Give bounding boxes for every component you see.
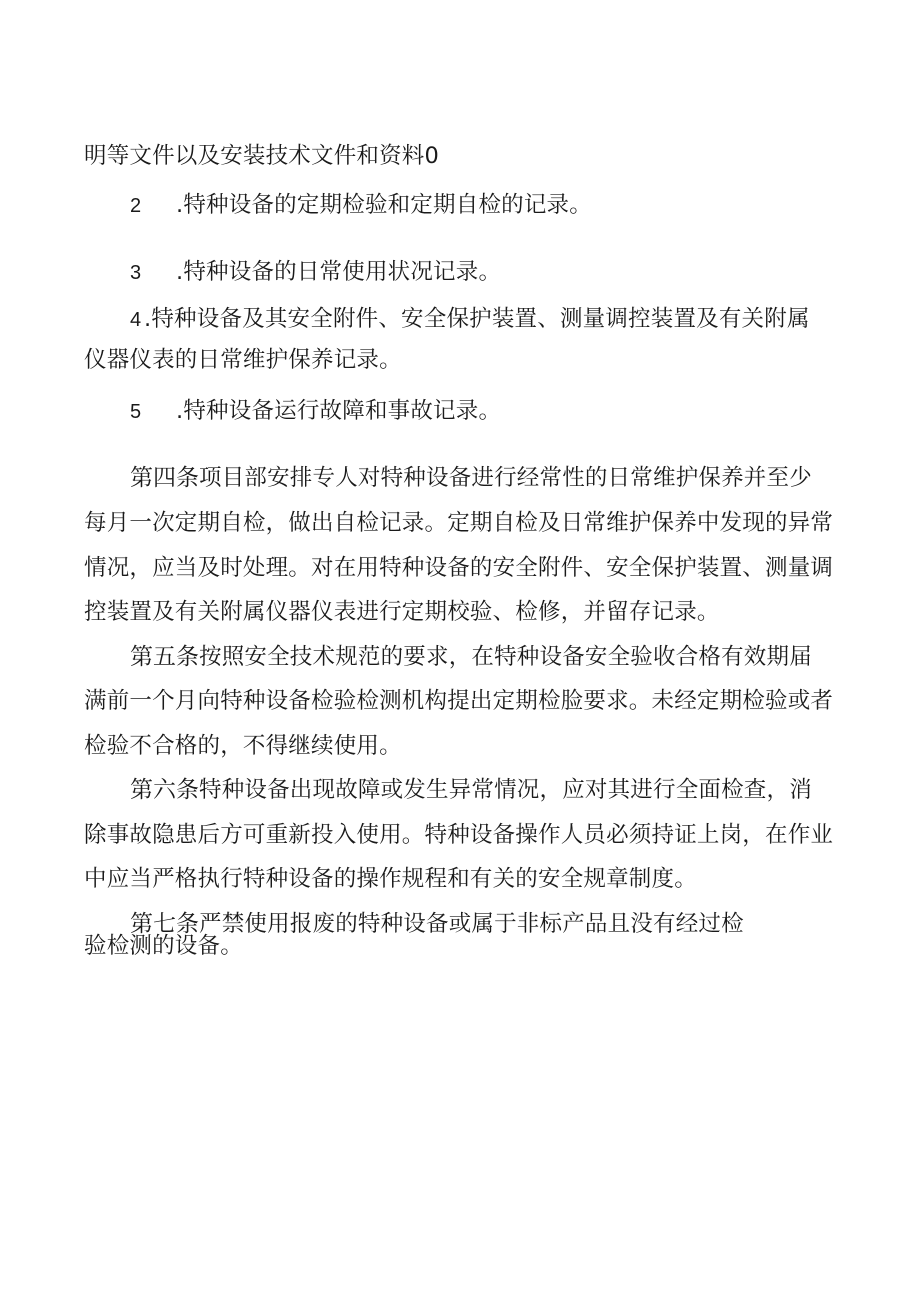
article-text: 按照安全技术规范的要求，在特种设备安全验收合格有效期届 (199, 644, 812, 670)
list-item-3 (130, 257, 501, 288)
line-text: 仪器仪表的日常维护保养记录。 (84, 347, 402, 373)
list-number: 4 (130, 309, 142, 331)
list-item-4 (130, 304, 810, 335)
list-text: .特种设备运行故障和事故记录。 (176, 398, 502, 424)
article-label: 第五条 (130, 644, 199, 670)
text-line (84, 553, 833, 583)
list-text: .特种设备及其安全附件、安全保护装置、测量调控装置及有关附属 (144, 306, 810, 332)
line-text: 除事故隐患后方可重新投入使用。特种设备操作人员必须持证上岗，在作业 (84, 822, 834, 848)
article-4 (130, 463, 812, 493)
text-line (84, 141, 439, 171)
list-item-5 (130, 396, 501, 427)
line-text: 控装置及有关附属仪器仪表进行定期校验、检修，并留存记录。 (84, 599, 720, 625)
article-text: 严禁使用报废的特种设备或属于非标产品且没有经过检 (199, 911, 744, 937)
article-text: 项目部安排专人对特种设备进行经常性的日常维护保养并至少 (199, 465, 812, 491)
article-label: 第六条 (130, 777, 199, 803)
line-text: 每月一次定期自检，做出自检记录。定期自检及日常维护保养中发现的异常 (84, 510, 834, 536)
line-text: 满前一个月向特种设备检验检测机构提出定期检脸要求。未经定期检验或者 (84, 688, 834, 714)
text-line (84, 597, 720, 627)
list-text: .特种设备的日常使用状况记录。 (176, 259, 502, 285)
text-line (84, 931, 243, 961)
list-number: 5 (130, 401, 142, 423)
line-text: 验检测的设备。 (84, 933, 243, 959)
text-line (84, 686, 833, 716)
text-line (84, 820, 833, 850)
line-text: 中应当严格执行特种设备的操作规程和有关的安全规章制度。 (84, 866, 697, 892)
article-text: 特种设备出现故障或发生异常情况，应对其进行全面检查，消 (199, 777, 812, 803)
article-5 (130, 642, 812, 672)
list-text: .特种设备的定期检验和定期自检的记录。 (176, 192, 592, 218)
list-number: 2 (130, 195, 142, 217)
text-line (84, 731, 402, 761)
text-line (84, 508, 833, 538)
article-label: 第四条 (130, 465, 199, 491)
line-text: 情况，应当及时处理。对在用特种设备的安全附件、安全保护装置、测量调 (84, 555, 834, 581)
article-6 (130, 775, 812, 805)
line-text: 明等文件以及安装技术文件和资料0 (84, 143, 440, 169)
list-number: 3 (130, 262, 142, 284)
text-line (84, 345, 402, 375)
article-label: 第七条 (130, 911, 199, 937)
list-item-2 (130, 190, 592, 221)
text-line (84, 864, 697, 894)
line-text: 检验不合格的，不得继续使用。 (84, 733, 402, 759)
